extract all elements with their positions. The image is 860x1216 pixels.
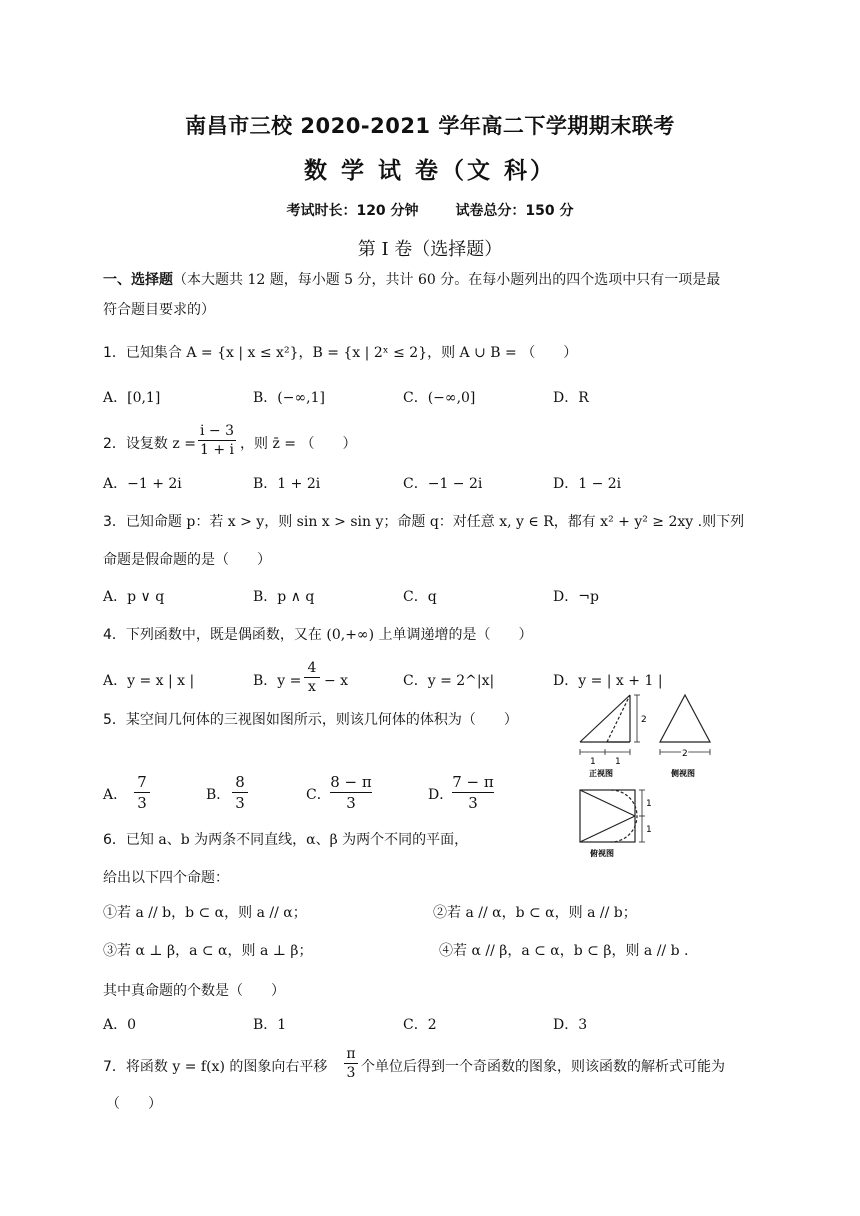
q6-prop-2: ②若 a // α，b ⊂ α，则 a // b； [433,905,637,921]
q7-fraction [344,1045,358,1082]
fraction-denominator: 3 [346,1065,356,1081]
fraction-numerator: 7 − π [452,773,494,791]
fraction-numerator: 8 [232,772,248,793]
q2-option-b: B．1 + 2i [253,476,321,492]
q1-option-d: D．R [553,390,589,406]
question-number: 5． [103,712,126,728]
q1-option-a: A．[0,1] [103,390,161,406]
q6-prop-3: ③若 α ⊥ β，a ⊂ α，则 a ⊥ β； [103,943,313,959]
q5-optA-fraction [134,772,150,813]
exam-title: 南昌市三校 2020-2021 学年高二下学期期末联考 [185,114,675,138]
question-number: 1． [103,345,126,361]
q4-option-d: D．y = | x + 1 | [553,673,663,689]
question-stem: 已知集合 A = {x | x ≤ x²}，B = {x | 2ˣ ≤ 2}，则 A ∪ B = （ ） [125,345,578,361]
question-number: 3． [103,514,126,530]
question-number: 4． [103,627,126,643]
question-stem-line1: 已知 a、b 为两条不同直线，α、β 为两个不同的平面， [125,832,469,848]
q6-stem-line3: 其中真命题的个数是（ ） [103,983,285,999]
fraction-numerator: i − 3 [199,423,234,439]
exam-total-score: 试卷总分：150 分 [455,203,574,219]
section-desc-line1: （本大题共 12 题，每小题 5 分，共计 60 分。在每小题列出的四个选项中只有一项是最 [173,272,721,288]
three-view-figure [575,690,725,860]
question-7 [103,1057,327,1077]
front-height-label: 2 [641,715,647,725]
question-number: 7． [103,1059,126,1075]
fraction-numerator: 7 [134,772,150,793]
q2-stem-post: ，则 z̄ = （ ） [240,436,357,452]
q3-stem-line2: 命题是假命题的是（ ） [103,552,271,568]
q1-option-b: B．(−∞,1] [253,390,325,406]
question-stem-pre: 设复数 z = [125,436,196,452]
front-view-label: 正视图 [589,769,613,778]
fraction-numerator: 4 [304,659,320,678]
fraction-denominator: 3 [468,794,478,812]
q3-option-a: A．p ∨ q [103,589,165,605]
q3-option-c: C．q [403,589,437,605]
exam-duration: 考试时长：120 分钟 [286,203,419,219]
top-dim-label-1: 1 [646,799,652,809]
section-heading-line1 [103,270,720,290]
side-view-label: 侧视图 [671,769,695,778]
question-number: 6． [103,832,126,848]
top-view [580,790,645,842]
front-width-label-2: 1 [615,757,621,767]
fraction-denominator: x [308,679,316,695]
q4-option-c: C．y = 2^|x| [403,673,495,689]
q2-fraction [198,422,236,459]
q6-option-c: C．2 [403,1017,437,1033]
fraction-denominator: 3 [346,794,356,812]
q5-optB-fraction [232,772,248,813]
top-view-label: 俯视图 [590,849,614,858]
fraction-denominator: 3 [235,794,245,812]
section-desc-line2: 符合题目要求的） [103,302,215,318]
question-3 [103,512,744,532]
question-5 [103,710,518,730]
q2-option-a: A．−1 + 2i [103,476,182,492]
top-dim-label-2: 1 [646,825,652,835]
question-6 [103,830,468,850]
question-stem-line1: 已知命题 p：若 x > y，则 sin x > sin y；命题 q：对任意 x, y ∈ R，都有 x² + y² ≥ 2xy .则下列 [125,514,745,530]
q6-option-b: B．1 [253,1017,287,1033]
q4-optB-post: − x [324,673,349,689]
q5-optD-fraction [452,772,494,813]
q3-option-b: B．p ∧ q [253,589,315,605]
q5-option-c: C． [306,787,331,803]
q7-stem-line2: （ ） [106,1096,162,1112]
q6-option-a: A．0 [103,1017,137,1033]
fraction-denominator: 3 [137,794,147,812]
q2-option-c: C．−1 − 2i [403,476,483,492]
exam-subtitle: 数 学 试 卷（文 科） [303,158,557,184]
q5-option-b: B． [206,787,231,803]
front-width-label-1: 1 [590,757,596,767]
q1-option-c: C．(−∞,0] [403,390,476,406]
question-number: 2． [103,436,126,452]
exam-info [0,200,860,220]
fraction-denominator: 1 + i [199,442,234,458]
side-view [660,695,710,755]
q4-option-b: B．y = [253,673,302,689]
q6-prop-1: ①若 a // b，b ⊂ α，则 a // α； [103,905,307,921]
question-4 [103,625,533,645]
question-stem: 下列函数中，既是偶函数，又在 (0,+∞) 上单调递增的是（ ） [125,627,533,643]
fraction-numerator: 8 − π [330,773,372,791]
q2-option-d: D．1 − 2i [553,476,622,492]
volume-title: 第 I 卷（选择题） [357,239,503,260]
q6-prop-4: ④若 α // β，a ⊂ α，b ⊂ β，则 a // b . [439,943,689,959]
q5-option-d: D． [428,787,454,803]
q5-optC-fraction [330,772,372,813]
q5-option-a: A． [103,787,128,803]
question-2 [103,434,196,454]
q6-option-d: D．3 [553,1017,588,1033]
q6-stem-line2: 给出以下四个命题： [103,870,229,886]
section-heading: 一、选择题 [103,272,173,288]
q4-option-a: A．y = x | x | [103,673,195,689]
front-view [580,695,640,755]
question-stem: 某空间几何体的三视图如图所示，则该几何体的体积为（ ） [125,712,518,728]
fraction-numerator: π [344,1045,358,1064]
side-width-label: 2 [682,749,688,759]
q7-stem-post: 个单位后得到一个奇函数的图象，则该函数的解析式可能为 [361,1059,725,1075]
q3-option-d: D．¬p [553,589,599,605]
q4-optB-fraction [304,659,320,696]
question-stem-pre: 将函数 y = f(x) 的图象向右平移 [125,1059,328,1075]
question-1 [103,343,577,363]
